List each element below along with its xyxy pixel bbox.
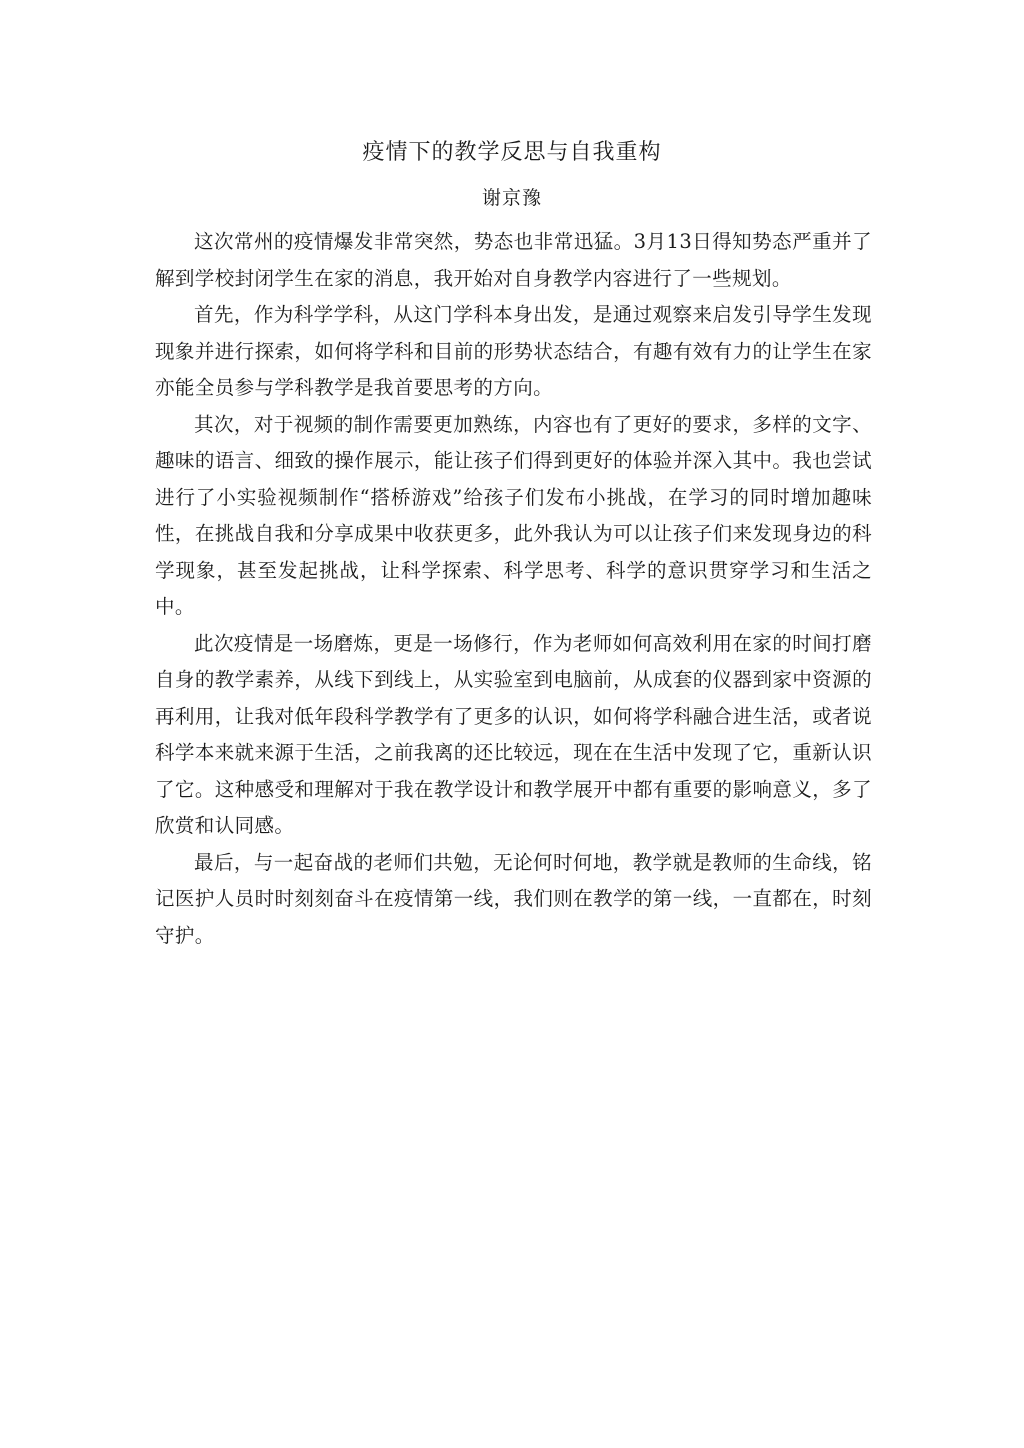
- document-author: 谢京豫: [481, 187, 542, 209]
- paragraph-1: 这次常州的疫情爆发非常突然，势态也非常迅猛。3月13日得知势态严重并了解到学校封闭学生在家的消息，我开始对自身教学内容进行了一些规划。: [155, 230, 872, 290]
- document-body: [155, 224, 872, 954]
- paragraph-4: 此次疫情是一场磨炼，更是一场修行，作为老师如何高效利用在家的时间打磨自身的教学素养，从线下到线上，从实验室到电脑前，从成套的仪器到家中资源的再利用，让我对低年段科学教学有了更多的认识，如何将学科融合进生活，或者说科学本来就来源于生活，之前我离的还比较远，现在在生活中发现了它，重新认识了它。这种感受和理解对于我在教学设计和教学展开中都有重要的影响意义，多了欣赏和认同感。: [155, 631, 872, 837]
- paragraph-5: 最后，与一起奋战的老师们共勉，无论何时何地，教学就是教师的生命线，铭记医护人员时时刻刻奋斗在疫情第一线，我们则在教学的第一线，一直都在，时刻守护。: [155, 850, 872, 947]
- paragraph-3: 其次，对于视频的制作需要更加熟练，内容也有了更好的要求，多样的文字、趣味的语言、细致的操作展示，能让孩子们得到更好的体验并深入其中。我也尝试进行了小实验视频制作“搭桥游戏”给孩子们发布小挑战，在学习的同时增加趣味性，在挑战自我和分享成果中收获更多，此外我认为可以让孩子们来发现身边的科学现象，甚至发起挑战，让科学探索、科学思考、科学的意识贯穿学习和生活之中。: [155, 412, 872, 618]
- document-title: 疫情下的教学反思与自我重构: [362, 140, 662, 165]
- paragraph-2: 首先，作为科学学科，从这门学科本身出发，是通过观察来启发引导学生发现现象并进行探索，如何将学科和目前的形势状态结合，有趣有效有力的让学生在家亦能全员参与学科教学是我首要思考的方向。: [155, 303, 872, 399]
